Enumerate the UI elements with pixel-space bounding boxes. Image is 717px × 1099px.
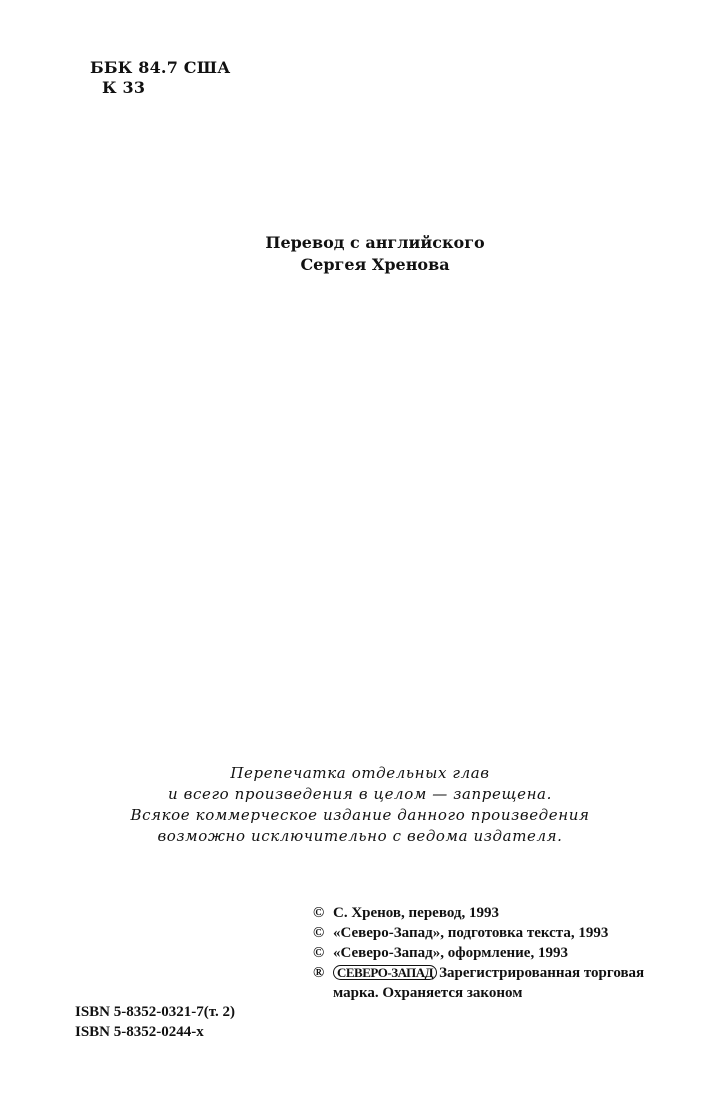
translator-name: Сергея Хренова [300,255,450,274]
copyright-icon: © [313,945,325,961]
trademark-line [313,963,658,1003]
author-sign: К 33 [102,78,146,97]
copyright-line [313,903,658,923]
translation-line-1: Перевод с английского [265,233,485,252]
copyright-line [313,923,658,943]
reprint-notice [60,763,660,847]
bbk-code: ББК 84.7 США [90,58,231,77]
copyright-text: С. Хренов, перевод, 1993 [333,905,499,921]
copyright-block [313,903,658,1003]
notice-line-4: возможно исключительно с ведома издателя. [157,827,563,845]
notice-line-2: и всего произведения в целом — запрещена. [168,785,552,803]
trademark-text: Зарегистрированная торговая марка. Охраняется законом [333,965,645,1001]
copyright-text: «Северо-Запад», подготовка текста, 1993 [333,925,609,941]
isbn-volume: ISBN 5-8352-0321-7(т. 2) [75,1004,235,1020]
publisher-logo: СЕВЕРО-ЗАПАД [333,965,437,980]
registered-icon: ® [313,965,325,981]
isbn-set: ISBN 5-8352-0244-х [75,1024,204,1040]
isbn-block [75,1002,235,1042]
copyright-icon: © [313,925,325,941]
translation-credit [180,232,570,276]
copyright-text: «Северо-Запад», оформление, 1993 [333,945,568,961]
notice-line-1: Перепечатка отдельных глав [230,764,490,782]
notice-line-3: Всякое коммерческое издание данного произведения [130,806,590,824]
copyright-icon: © [313,905,325,921]
copyright-line [313,943,658,963]
bbk-classification [90,58,230,98]
